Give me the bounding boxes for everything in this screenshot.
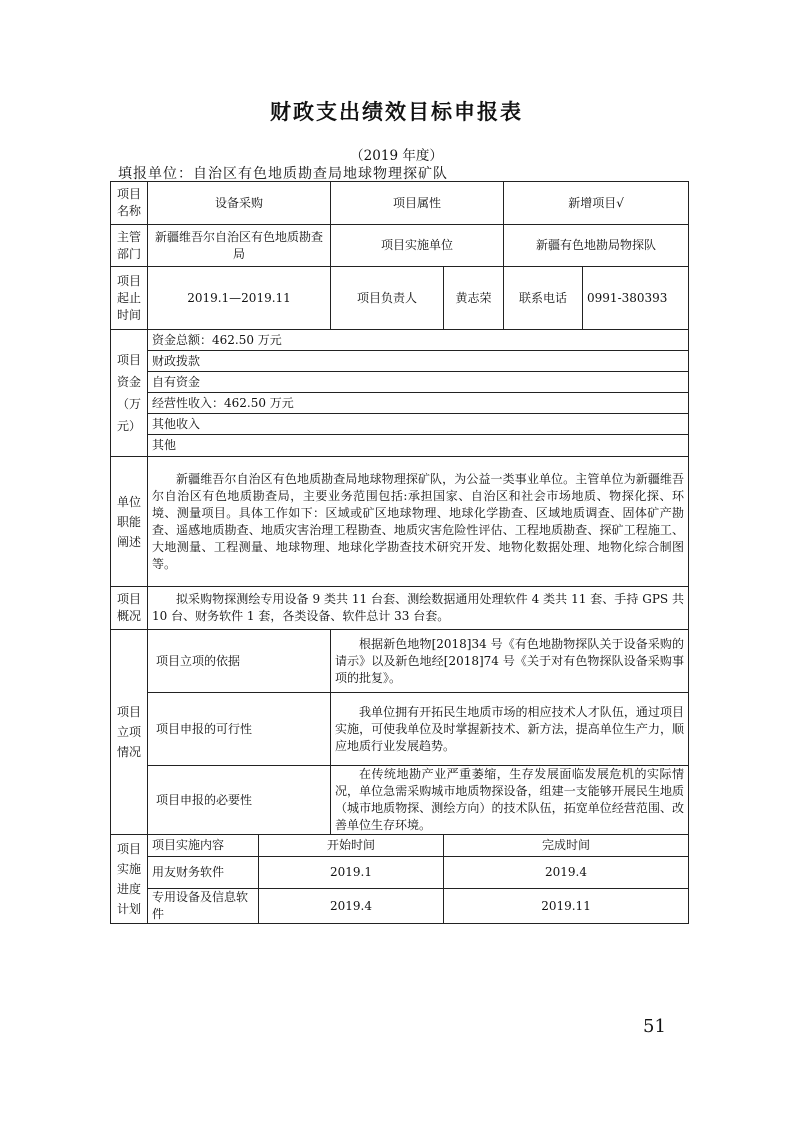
leader-value: 黄志荣 — [444, 267, 504, 330]
schedule-row — [111, 889, 689, 924]
approval-necessity-label: 项目申报的必要性 — [148, 766, 331, 835]
reporting-unit: 填报单位：自治区有色地质勘查局地球物理探矿队 — [118, 166, 448, 182]
period-label: 项目起止时间 — [111, 267, 148, 330]
schedule-col-content: 项目实施内容 — [148, 835, 259, 857]
row-funds-own — [111, 372, 689, 393]
row-department — [111, 225, 689, 267]
schedule-row-start: 2019.1 — [259, 857, 444, 889]
funds-fiscal: 财政拨款 — [148, 351, 689, 372]
row-funds-other — [111, 435, 689, 457]
page-title: 财政支出绩效目标申报表 — [270, 99, 523, 124]
schedule-col-end: 完成时间 — [444, 835, 689, 857]
approval-basis-label: 项目立项的依据 — [148, 630, 331, 693]
row-funds-other-income — [111, 414, 689, 435]
approval-label: 项目立项情况 — [111, 630, 148, 835]
duty-label: 单位职能阐述 — [111, 457, 148, 587]
approval-feasibility-text: 我单位拥有开拓民生地质市场的相应技术人才队伍，通过项目实施，可使我单位及时掌握新技术、新方法，提高单位生产力，顺应地质行业发展趋势。 — [331, 693, 689, 766]
project-attr-value: 新增项目√ — [504, 182, 689, 225]
impl-unit-label: 项目实施单位 — [331, 225, 504, 267]
row-schedule-header — [111, 835, 689, 857]
schedule-row — [111, 857, 689, 889]
approval-necessity-text: 在传统地勘产业严重萎缩，生存发展面临发展危机的实际情况，单位急需采购城市地质物探设备，组建一支能够开展民生地质（城市地质物探、测绘方向）的技术队伍，拓宽单位经营范围、改善单位生存环境。 — [331, 766, 689, 835]
funds-operating: 经营性收入：462.50 万元 — [148, 393, 689, 414]
row-unit-duty — [111, 457, 689, 587]
impl-unit-value: 新疆有色地勘局物探队 — [504, 225, 689, 267]
row-overview — [111, 587, 689, 630]
project-name-label: 项目名称 — [111, 182, 148, 225]
leader-label: 项目负责人 — [331, 267, 444, 330]
approval-feasibility-label: 项目申报的可行性 — [148, 693, 331, 766]
row-period — [111, 267, 689, 330]
row-approval-necessity — [111, 766, 689, 835]
report-year: （2019 年度） — [350, 148, 443, 164]
overview-text: 拟采购物探测绘专用设备 9 类共 11 台套、测绘数据通用处理软件 4 类共 11 套、手持 GPS 共 10 台、财务软件 1 套，各类设备、软件总计 33 台套。 — [148, 587, 689, 630]
schedule-col-start: 开始时间 — [259, 835, 444, 857]
performance-target-table — [110, 181, 689, 924]
approval-basis-text: 根据新色地物[2018]34 号《有色地勘物探队关于设备采购的请示》以及新色地经[2018]74 号《关于对有色物探队设备采购事项的批复》。 — [331, 630, 689, 693]
row-funds-total — [111, 330, 689, 351]
funds-own: 自有资金 — [148, 372, 689, 393]
period-value: 2019.1—2019.11 — [148, 267, 331, 330]
row-approval-basis — [111, 630, 689, 693]
schedule-row-end: 2019.4 — [444, 857, 689, 889]
schedule-row-content: 专用设备及信息软件 — [148, 889, 259, 924]
department-value: 新疆维吾尔自治区有色地质勘查局 — [148, 225, 331, 267]
funds-total: 资金总额：462.50 万元 — [148, 330, 689, 351]
funds-label: 项目资金（万元） — [111, 330, 148, 457]
schedule-row-content: 用友财务软件 — [148, 857, 259, 889]
row-funds-fiscal — [111, 351, 689, 372]
schedule-row-start: 2019.4 — [259, 889, 444, 924]
department-label: 主管部门 — [111, 225, 148, 267]
phone-value: 0991-380393 — [583, 267, 689, 330]
funds-other-income: 其他收入 — [148, 414, 689, 435]
project-attr-label: 项目属性 — [331, 182, 504, 225]
funds-other: 其他 — [148, 435, 689, 457]
project-name-value: 设备采购 — [148, 182, 331, 225]
phone-label: 联系电话 — [504, 267, 583, 330]
row-funds-operating — [111, 393, 689, 414]
overview-label: 项目概况 — [111, 587, 148, 630]
schedule-row-end: 2019.11 — [444, 889, 689, 924]
duty-text: 新疆维吾尔自治区有色地质勘查局地球物理探矿队，为公益一类事业单位。主管单位为新疆维吾尔自治区有色地质勘查局，主要业务范围包括:承担国家、自治区和社会市场地质、物探化探、环境、测量项目。具体工作如下：区域或矿区地球物理、地球化学勘查、区域地质调查、固体矿产勘查、遥感地质勘查、地质灾害治理工程勘查、地质灾害危险性评估、工程地质勘查、探矿工程施工、大地测量、工程测量、地球物理、地球化学勘查技术研究开发、地物化数据处理、地物化综合制图等。 — [148, 457, 689, 587]
row-project-name — [111, 182, 689, 225]
page-number: 51 — [643, 1016, 666, 1037]
row-approval-feasibility — [111, 693, 689, 766]
schedule-label: 项目实施进度计划 — [111, 835, 148, 924]
